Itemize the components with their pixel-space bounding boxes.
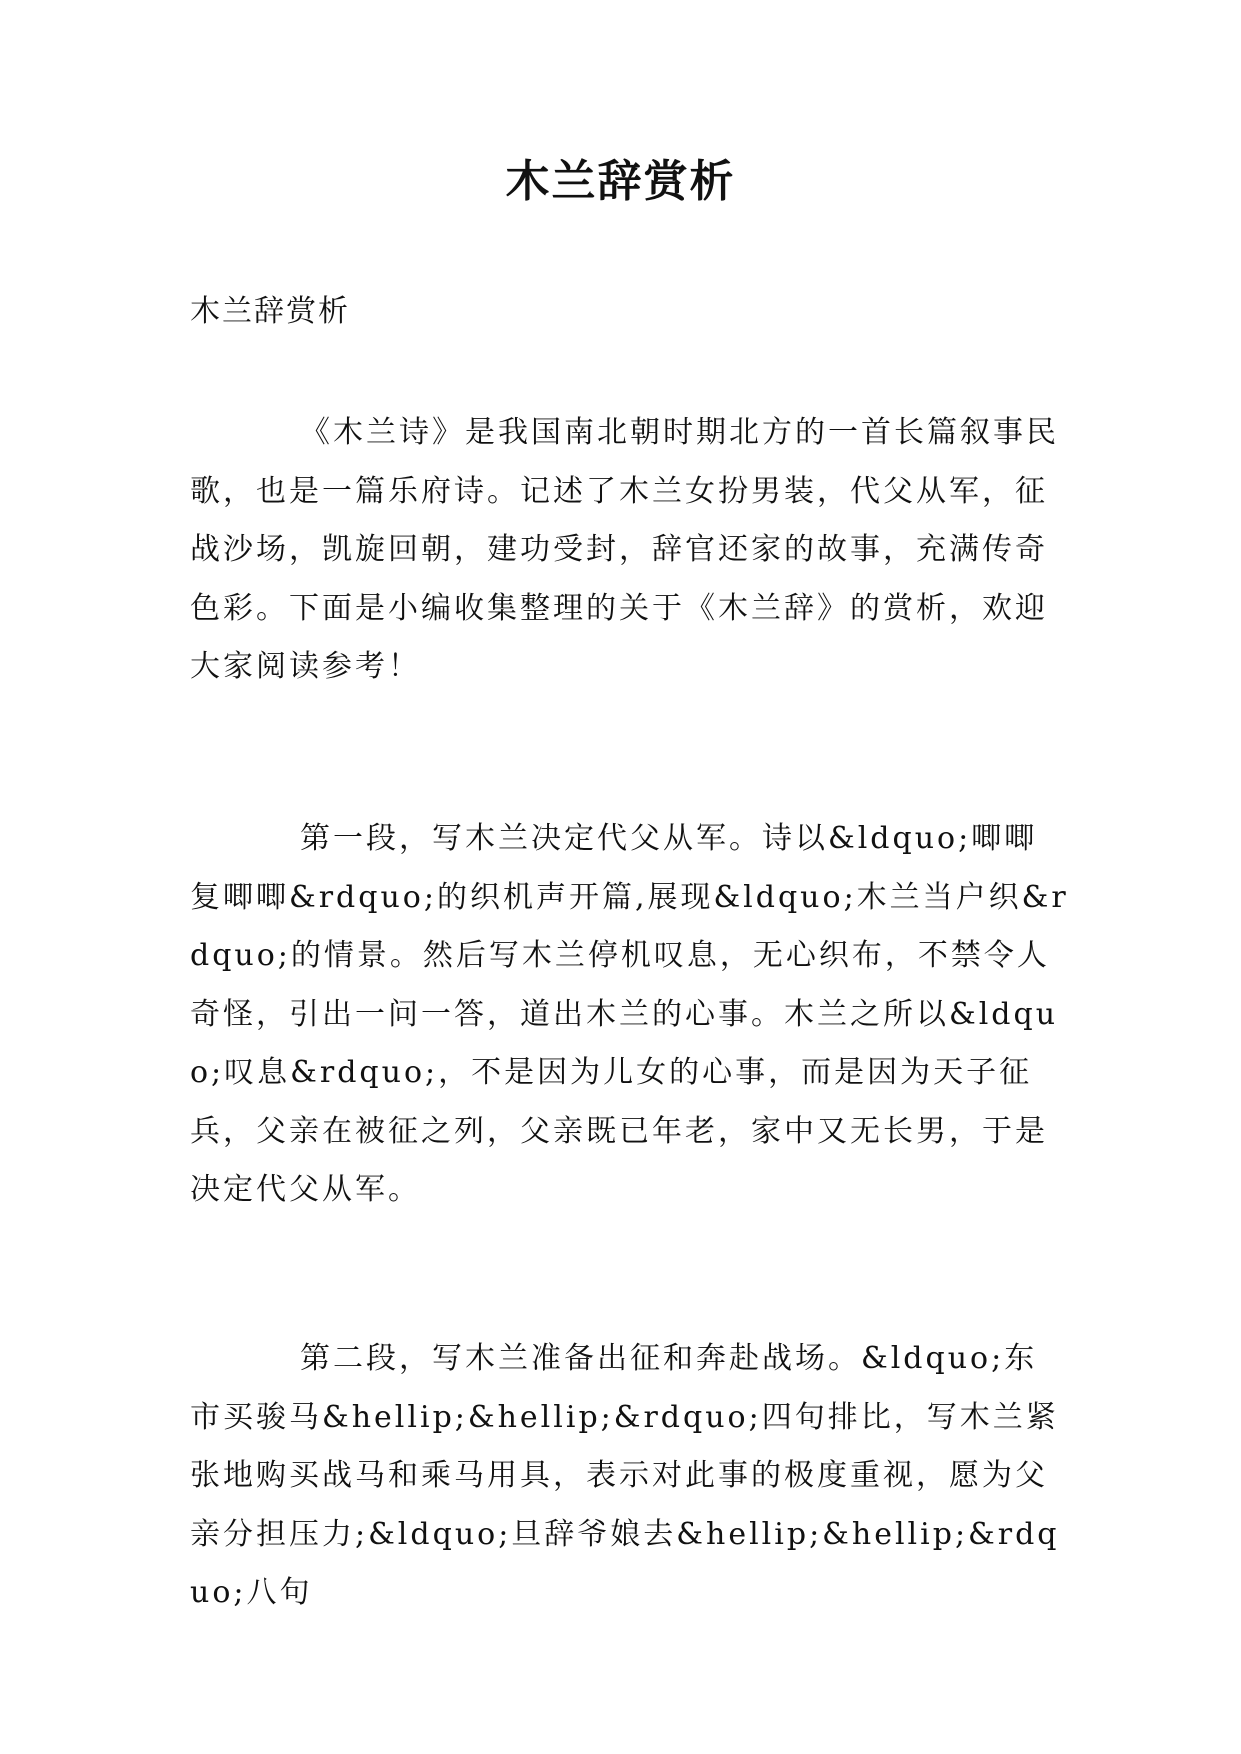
paragraph-first-section: 第一段，写木兰决定代父从军。诗以&ldquo;唧唧复唧唧&rdquo;的织机声开篇,展现&ldquo;木兰当户织&rdquo;的情景。然后写木兰停机叹息，无心织布，不禁令人奇怪，引出一问一答，道出木兰的心事。木兰之所以&ldquo;叹息&rdquo;，不是因为儿女的心事，而是因为天子征兵，父亲在被征之列，父亲既已年老，家中又无长男，于是决定代父从军。 (190, 821, 1069, 1207)
document-subtitle: 木兰辞赏析 (190, 294, 350, 329)
document-title: 木兰辞赏析 (505, 156, 736, 207)
paragraph-second-section: 第二段，写木兰准备出征和奔赴战场。&ldquo;东市买骏马&hellip;&hellip;&rdquo;四句排比，写木兰紧张地购买战马和乘马用具，表示对此事的极度重视，愿为父亲分担压力;&ldquo;旦辞爷娘去&hellip;&hellip;&rdquo;八句 (190, 1341, 1060, 1610)
paragraph-intro: 《木兰诗》是我国南北朝时期北方的一首长篇叙事民歌，也是一篇乐府诗。记述了木兰女扮男装，代父从军，征战沙场，凯旋回朝，建功受封，辞官还家的故事，充满传奇色彩。下面是小编收集整理的关于《木兰辞》的赏析，欢迎大家阅读参考！ (190, 415, 1059, 684)
